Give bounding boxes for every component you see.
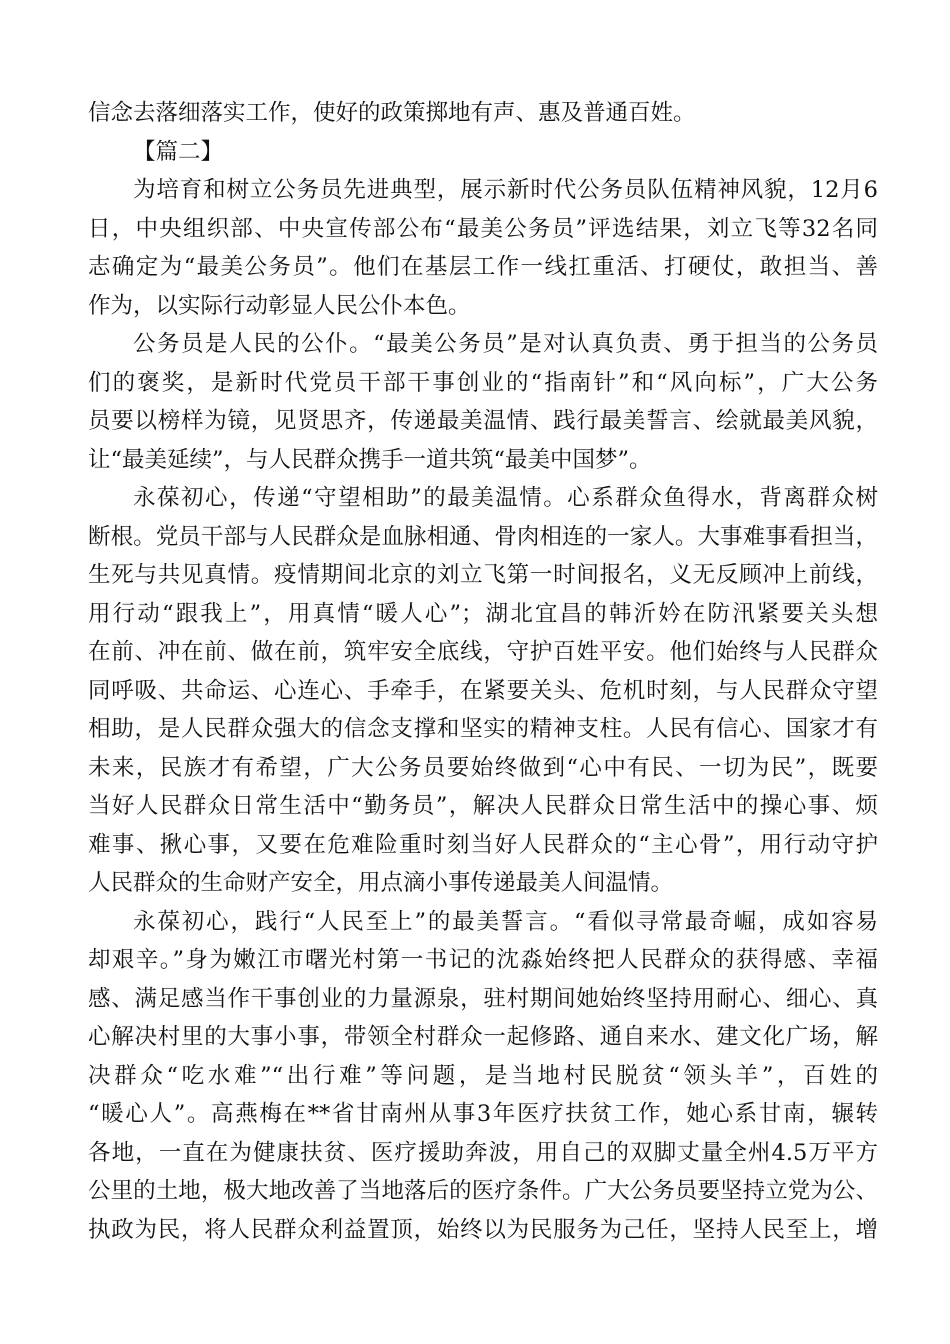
text-line: 相助，是人民群众强大的信念支撑和坚实的精神支柱。人民有信心、国家才有 xyxy=(88,716,878,742)
text-line: 决群众“吃水难”“出行难”等问题，是当地村民脱贫“领头羊”，百姓的 xyxy=(88,1062,878,1089)
text-line: 人民群众的生命财产安全，用点滴小事传递最美人间温情。 xyxy=(88,870,674,896)
text-line: 永葆初心，传递“守望相助”的最美温情。心系群众鱼得水，背离群众树 xyxy=(133,485,878,511)
text-line: 为培育和树立公务员先进典型，展示新时代公务员队伍精神风貌，12月6 xyxy=(133,177,878,203)
text-line: 当好人民群众日常生活中“勤务员”，解决人民群众日常生活中的操心事、烦 xyxy=(88,793,878,819)
text-line: 们的褒奖，是新时代党员干部干事创业的“指南针”和“风向标”，广大公务 xyxy=(88,369,878,396)
text-line: 【篇二】 xyxy=(133,138,224,165)
text-line: 用行动“跟我上”，用真情“暖人心”；湖北宜昌的韩沂妗在防汛紧要关头想 xyxy=(88,600,878,627)
text-line: 难事、揪心事，又要在危难险重时刻当好人民群众的“主心骨”，用行动守护 xyxy=(88,831,878,858)
text-line: 各地，一直在为健康扶贫、医疗援助奔波，用自己的双脚丈量全州4.5万平方 xyxy=(88,1139,878,1166)
text-line: “暖心人”。高燕梅在**省甘南州从事3年医疗扶贫工作，她心系甘南，辗转 xyxy=(88,1101,878,1127)
text-line: 信念去落细落实工作，使好的政策掷地有声、惠及普通百姓。 xyxy=(88,100,696,126)
text-line: 生死与共见真情。疫情期间北京的刘立飞第一时间报名，义无反顾冲上前线， xyxy=(88,562,878,588)
text-line: 作为，以实际行动彰显人民公仆本色。 xyxy=(88,292,471,319)
text-line: 未来，民族才有希望，广大公务员要始终做到“心中有民、一切为民”，既要 xyxy=(88,754,878,781)
text-line: 同呼吸、共命运、心连心、手牵手，在紧要关头、危机时刻，与人民群众守望 xyxy=(88,677,878,704)
text-line: 志确定为“最美公务员”。他们在基层工作一线扛重活、打硬仗，敢担当、善 xyxy=(88,254,878,280)
text-line: 公务员是人民的公仆。“最美公务员”是对认真负责、勇于担当的公务员 xyxy=(133,331,878,357)
text-line: 在前、冲在前、做在前，筑牢安全底线，守护百姓平安。他们始终与人民群众 xyxy=(88,639,878,665)
text-line: 公里的土地，极大地改善了当地落后的医疗条件。广大公务员要坚持立党为公、 xyxy=(88,1178,878,1204)
text-line: 却艰辛。”身为嫩江市曙光村第一书记的沈淼始终把人民群众的获得感、幸福 xyxy=(88,947,878,973)
text-line: 感、满足感当作干事创业的力量源泉，驻村期间她始终坚持用耐心、细心、真 xyxy=(88,985,878,1012)
text-line: 断根。党员干部与人民群众是血脉相通、骨肉相连的一家人。大事难事看担当， xyxy=(88,523,878,550)
text-line: 日，中央组织部、中央宣传部公布“最美公务员”评选结果，刘立飞等32名同 xyxy=(88,215,878,242)
text-line: 执政为民，将人民群众利益置顶，始终以为民服务为己任，坚持人民至上，增 xyxy=(88,1216,878,1243)
document-body xyxy=(88,94,878,1249)
text-line: 让“最美延续”，与人民群众携手一道共筑“最美中国梦”。 xyxy=(88,446,652,473)
text-line: 永葆初心，践行“人民至上”的最美誓言。“看似寻常最奇崛，成如容易 xyxy=(133,908,878,935)
text-line: 心解决村里的大事小事，带领全村群众一起修路、通自来水、建文化广场，解 xyxy=(88,1024,878,1050)
text-line: 员要以榜样为镜，见贤思齐，传递最美温情、践行最美誓言、绘就最美风貌， xyxy=(88,408,878,434)
